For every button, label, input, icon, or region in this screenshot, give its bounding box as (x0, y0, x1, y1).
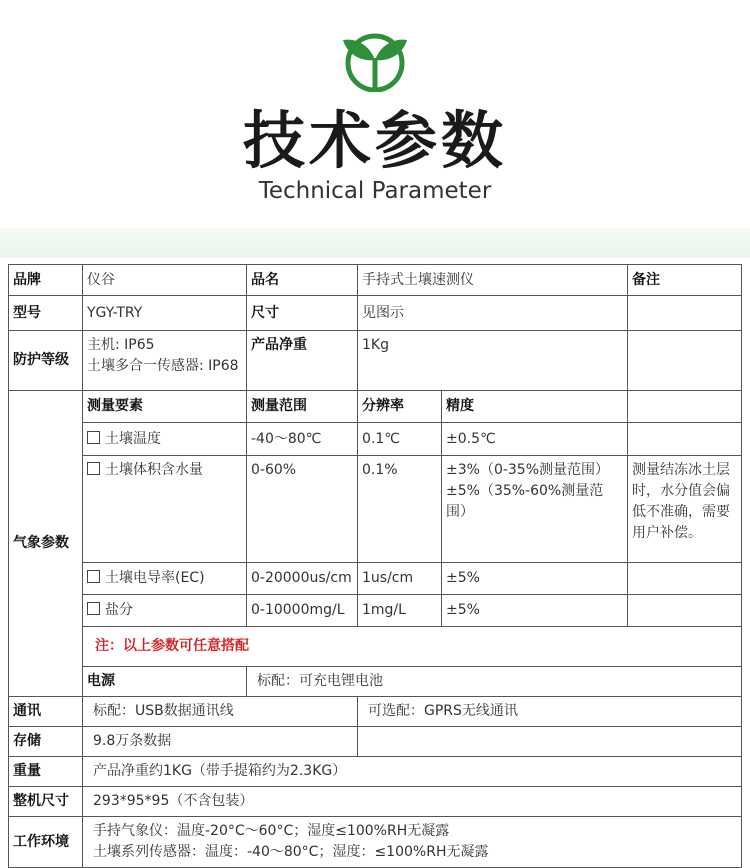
weight-value: 产品净重约1KG（带手提箱约为2.3KG） (83, 757, 742, 787)
col-header-element: 测量要素 (83, 391, 247, 423)
params-label: 气象参数 (9, 391, 83, 697)
env-sensor: 土壤系列传感器：温度：-40～80°C；湿度：≤100%RH无凝露 (93, 844, 489, 860)
table-row (9, 423, 742, 456)
leaf-sprout-icon (339, 30, 411, 92)
page-header (0, 0, 750, 232)
param-name: 土壤电导率(EC) (83, 563, 247, 595)
protection-label: 防护等级 (9, 331, 83, 391)
env-value (83, 817, 742, 868)
table-row (9, 391, 742, 423)
param-range: 0-20000us/cm (247, 563, 358, 595)
param-range: -40～80℃ (247, 423, 358, 456)
table-row (9, 727, 742, 757)
power-value: 标配：可充电锂电池 (247, 667, 742, 697)
table-row (9, 296, 742, 331)
remark-cell (628, 391, 742, 423)
table-row (9, 757, 742, 787)
param-name: 土壤温度 (83, 423, 247, 456)
moisture-remark: 测量结冻冰土层时，水分值会偏低不准确，需要用户补偿。 (628, 456, 742, 563)
env-handheld: 手持气象仪：温度-20°C～60°C；湿度≤100%RH无凝露 (93, 823, 450, 839)
comm-label: 通讯 (9, 697, 83, 727)
col-header-resolution: 分辨率 (358, 391, 442, 423)
comm-standard: 标配：USB数据通讯线 (83, 697, 358, 727)
power-label: 电源 (83, 667, 247, 697)
param-accuracy: ±5% (442, 595, 628, 627)
brand-label: 品牌 (9, 265, 83, 296)
col-header-accuracy: 精度 (442, 391, 628, 423)
spec-table (8, 264, 742, 868)
size-label: 尺寸 (247, 296, 358, 331)
table-row (9, 456, 742, 563)
table-row (9, 331, 742, 391)
param-resolution: 0.1℃ (358, 423, 442, 456)
params-note: 注：以上参数可任意搭配 (83, 627, 742, 667)
remark-cell (628, 331, 742, 391)
protection-value (83, 331, 247, 391)
param-range: 0-10000mg/L (247, 595, 358, 627)
table-row (9, 595, 742, 627)
remark-cell (628, 595, 742, 627)
table-row (9, 667, 742, 697)
checkbox-icon (87, 462, 100, 475)
model-value: YGY-TRY (83, 296, 247, 331)
protection-host: 主机: IP65 (87, 337, 155, 353)
weight-label: 重量 (9, 757, 83, 787)
remark-cell (628, 563, 742, 595)
table-row (9, 697, 742, 727)
env-label: 工作环境 (9, 817, 83, 868)
dimension-label: 整机尺寸 (9, 787, 83, 817)
checkbox-icon (87, 431, 100, 444)
param-resolution: 0.1% (358, 456, 442, 563)
table-row (9, 787, 742, 817)
col-header-range: 测量范围 (247, 391, 358, 423)
param-resolution: 1us/cm (358, 563, 442, 595)
remark-cell (628, 296, 742, 331)
param-range: 0-60% (247, 456, 358, 563)
table-row (9, 563, 742, 595)
size-value: 见图示 (358, 296, 628, 331)
param-accuracy: ±3%（0-35%测量范围） ±5%（35%-60%测量范围） (442, 456, 628, 563)
checkbox-icon (87, 602, 100, 615)
table-row (9, 627, 742, 667)
remark-header: 备注 (628, 265, 742, 296)
checkbox-icon (87, 570, 100, 583)
param-resolution: 1mg/L (358, 595, 442, 627)
net-weight-value: 1Kg (358, 331, 628, 391)
remark-cell (628, 423, 742, 456)
header-band (0, 228, 750, 258)
storage-empty (358, 727, 742, 757)
param-name: 土壤体积含水量 (83, 456, 247, 563)
comm-optional: 可选配：GPRS无线通讯 (358, 697, 742, 727)
param-accuracy: ±5% (442, 563, 628, 595)
param-accuracy: ±0.5℃ (442, 423, 628, 456)
brand-value: 仪谷 (83, 265, 247, 296)
protection-sensor: 土壤多合一传感器: IP68 (87, 358, 239, 374)
page-title: 技术参数 (242, 104, 507, 177)
table-row (9, 817, 742, 868)
product-name-value: 手持式土壤速测仪 (358, 265, 628, 296)
storage-label: 存储 (9, 727, 83, 757)
model-label: 型号 (9, 296, 83, 331)
net-weight-label: 产品净重 (247, 331, 358, 391)
storage-value: 9.8万条数据 (83, 727, 358, 757)
param-name: 盐分 (83, 595, 247, 627)
product-name-label: 品名 (247, 265, 358, 296)
page-subtitle: Technical Parameter (258, 178, 492, 204)
dimension-value: 293*95*95（不含包装） (83, 787, 742, 817)
table-row (9, 265, 742, 296)
